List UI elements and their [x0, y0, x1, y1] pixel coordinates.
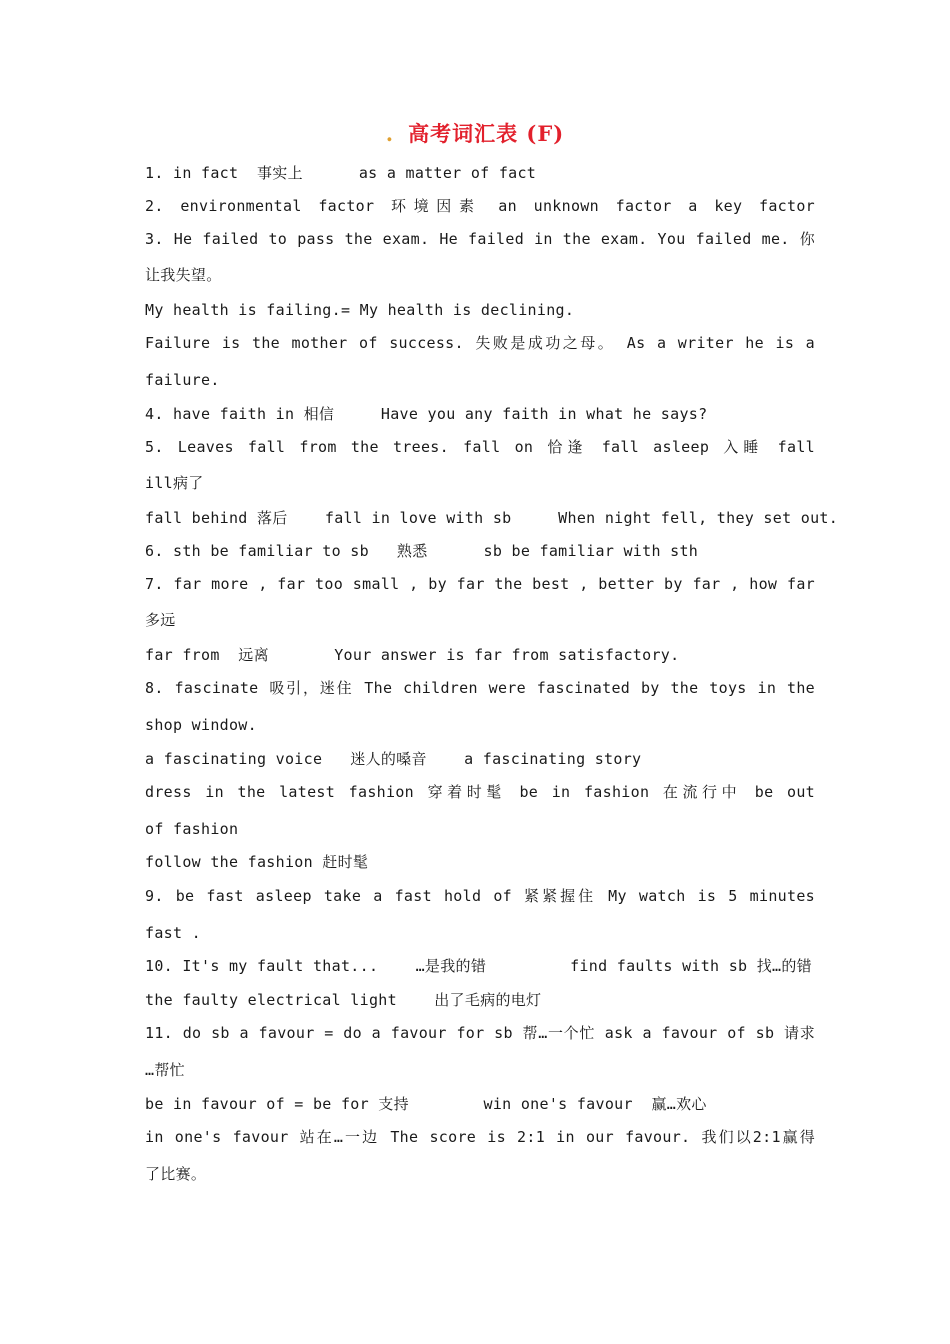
entry-line: 1. in fact 事实上 as a matter of fact [145, 164, 537, 182]
entry-line: fall behind 落后 fall in love with sb When night fell, they set out. [145, 509, 839, 527]
entry-line: shop window. [145, 716, 257, 734]
entry-line: in one's favour 站在…一边 The score is 2:1 in our favour. 我们以2:1赢得 [145, 1128, 815, 1146]
entry-line: far from 远离 Your answer is far from satisfactory. [145, 646, 680, 664]
entry-line: of fashion [145, 820, 239, 838]
entry-line: ill病了 [145, 474, 204, 492]
entry-line: Failure is the mother of success. 失败是成功之母。 As a writer he is a [145, 334, 815, 352]
entry-line: fast . [145, 924, 201, 942]
entry-line: My health is failing.= My health is declining. [145, 301, 575, 319]
entry-line: 10. It's my fault that... …是我的错 find faults with sb 找…的错 [145, 957, 812, 975]
title-dot: . [385, 121, 395, 146]
entry-line: 7. far more , far too small , by far the best , better by far , how far [145, 575, 815, 593]
entry-line: failure. [145, 371, 220, 389]
entry-line: …帮忙 [145, 1061, 185, 1079]
entry-line: 11. do sb a favour = do a favour for sb 帮…一个忙 ask a favour of sb 请求 [145, 1024, 815, 1042]
entry-line: a fascinating voice 迷人的嗓音 a fascinating story [145, 750, 642, 768]
entry-line: 了比赛。 [145, 1165, 207, 1183]
entry-line: 多远 [145, 611, 176, 629]
entry-line: 3. He failed to pass the exam. He failed in the exam. You failed me. 你 [145, 230, 815, 248]
entry-line: 让我失望。 [145, 266, 222, 284]
entry-line: 2. environmental factor 环境因素 an unknown factor a key factor [145, 197, 815, 215]
entry-line: 5. Leaves fall from the trees. fall on 恰逢 fall asleep 入睡 fall [145, 438, 815, 456]
entry-line: the faulty electrical light 出了毛病的电灯 [145, 991, 542, 1009]
entry-line: 9. be fast asleep take a fast hold of 紧紧握住 My watch is 5 minutes [145, 887, 815, 905]
page-title [0, 118, 950, 148]
entry-line: dress in the latest fashion 穿着时髦 be in fashion 在流行中 be out [145, 783, 815, 801]
entry-line: 4. have faith in 相信 Have you any faith in what he says? [145, 405, 708, 423]
title-text: 高考词汇表 (F) [408, 121, 565, 146]
entry-line: be in favour of = be for 支持 win one's favour 赢…欢心 [145, 1095, 707, 1113]
entry-line: follow the fashion 赶时髦 [145, 853, 369, 871]
entry-line: 6. sth be familiar to sb 熟悉 sb be familiar with sth [145, 542, 699, 560]
entry-line: 8. fascinate 吸引，迷住 The children were fascinated by the toys in the [145, 679, 815, 697]
